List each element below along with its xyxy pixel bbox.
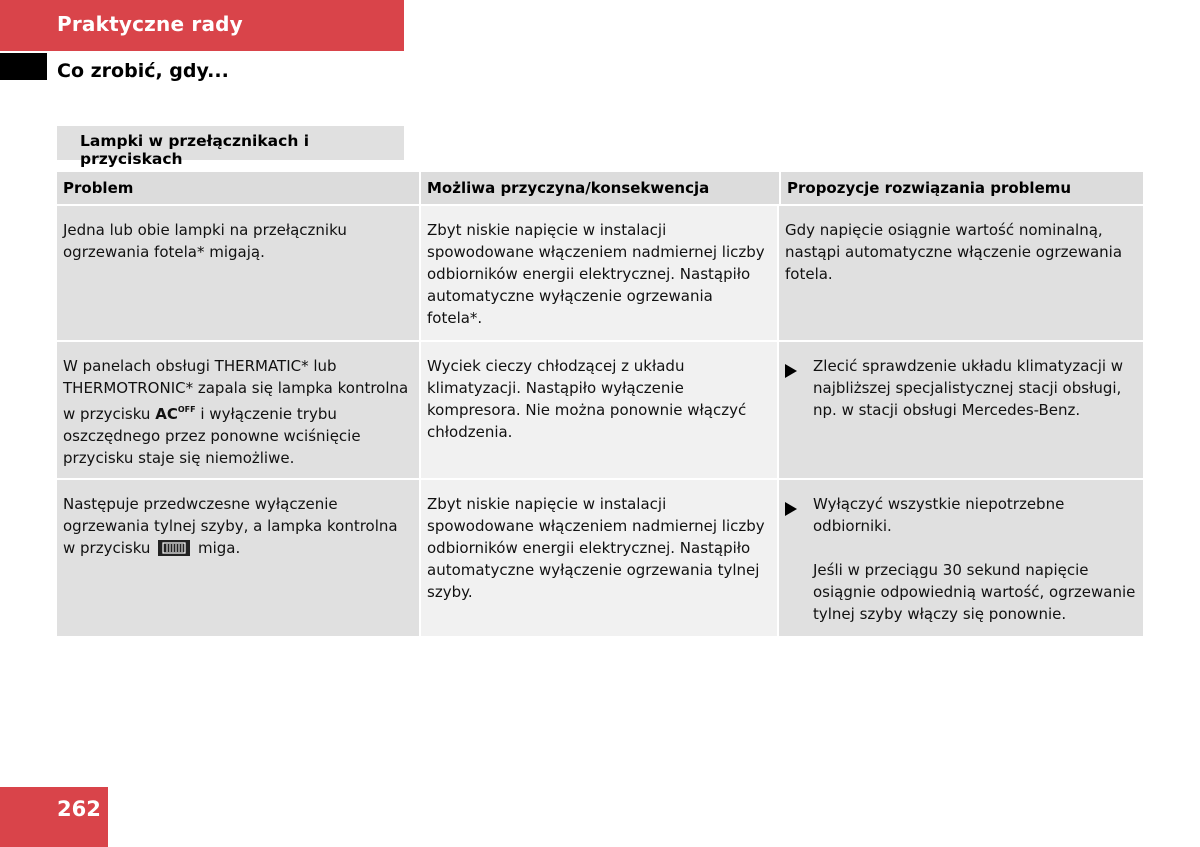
column-header-cause: Możliwa przyczyna/konsekwencja [419,172,779,204]
problem-cell [57,340,419,478]
cause-cell: Zbyt niskie napięcie w instalacji spowodowane włączeniem nadmiernej liczby odbiorników energii elektrycznej. Nastąpiło automatyczne wyłączenie ogrzewania fotela*. [419,204,779,340]
cause-cell: Zbyt niskie napięcie w instalacji spowodowane włączeniem nadmiernej liczby odbiorników energii elektrycznej. Nastąpiło automatyczne wyłączenie ogrzewania tylnej szyby. [419,478,779,636]
ac-key-text: AC [155,405,178,423]
off-superscript: OFF [177,405,196,414]
solution-text: Zlecić sprawdzenie układu klimatyzacji w najbliższej specjalistycznej stacji obsługi, np. w stacji obsługi Mercedes-Benz. [813,357,1124,419]
instruction-arrow-icon [785,502,797,516]
problem-text-b: i wyłączenie trybu oszczędnego przez ponowne wciśnięcie przycisku staje się niemożliwe. [63,405,361,467]
table-row [57,478,1143,636]
solution-cell [779,340,1143,478]
problem-cell [57,478,419,636]
fault-table [57,172,1143,636]
solution-text: Wyłączyć wszystkie niepotrzebne odbiorniki. [813,495,1065,535]
solution-cell: Gdy napięcie osiągnie wartość nominalną, nastąpi automatyczne włączenie ogrzewania fotela. [779,204,1143,340]
column-header-solution: Propozycje rozwiązania problemu [779,172,1143,204]
table-row [57,340,1143,478]
problem-text-a: W panelach obsługi THERMATIC* lub THERMOTRONIC* zapala się lampka kontrolna w przycisku [63,357,409,423]
solution-note: Jeśli w przeciągu 30 sekund napięcie osiągnie odpowiednią wartość, ogrzewanie tylnej szyby włączy się ponownie. [813,561,1136,623]
rear-window-defroster-icon [158,540,190,556]
solution-cell [779,478,1143,636]
cause-cell: Wyciek cieczy chłodzącej z układu klimatyzacji. Nastąpiło wyłączenie kompresora. Nie można ponownie włączyć chłodzenia. [419,340,779,478]
table-heading: Lampki w przełącznikach i przyciskach [57,126,404,160]
black-tab-marker [0,53,47,80]
table-header-row [57,172,1143,204]
instruction-arrow-icon [785,364,797,378]
table-row [57,204,1143,340]
problem-cell: Jedna lub obie lampki na przełączniku ogrzewania fotela* migają. [57,204,419,340]
page-title: Co zrobić, gdy... [57,60,229,82]
section-title: Praktyczne rady [57,12,243,36]
ac-off-key-label [155,405,195,423]
problem-text-b: miga. [198,539,241,557]
column-header-problem: Problem [57,172,419,204]
problem-text-a: Następuje przedwczesne wyłączenie ogrzewania tylnej szyby, a lampka kontrolna w przycisku [63,495,398,557]
page-number: 262 [57,797,101,821]
